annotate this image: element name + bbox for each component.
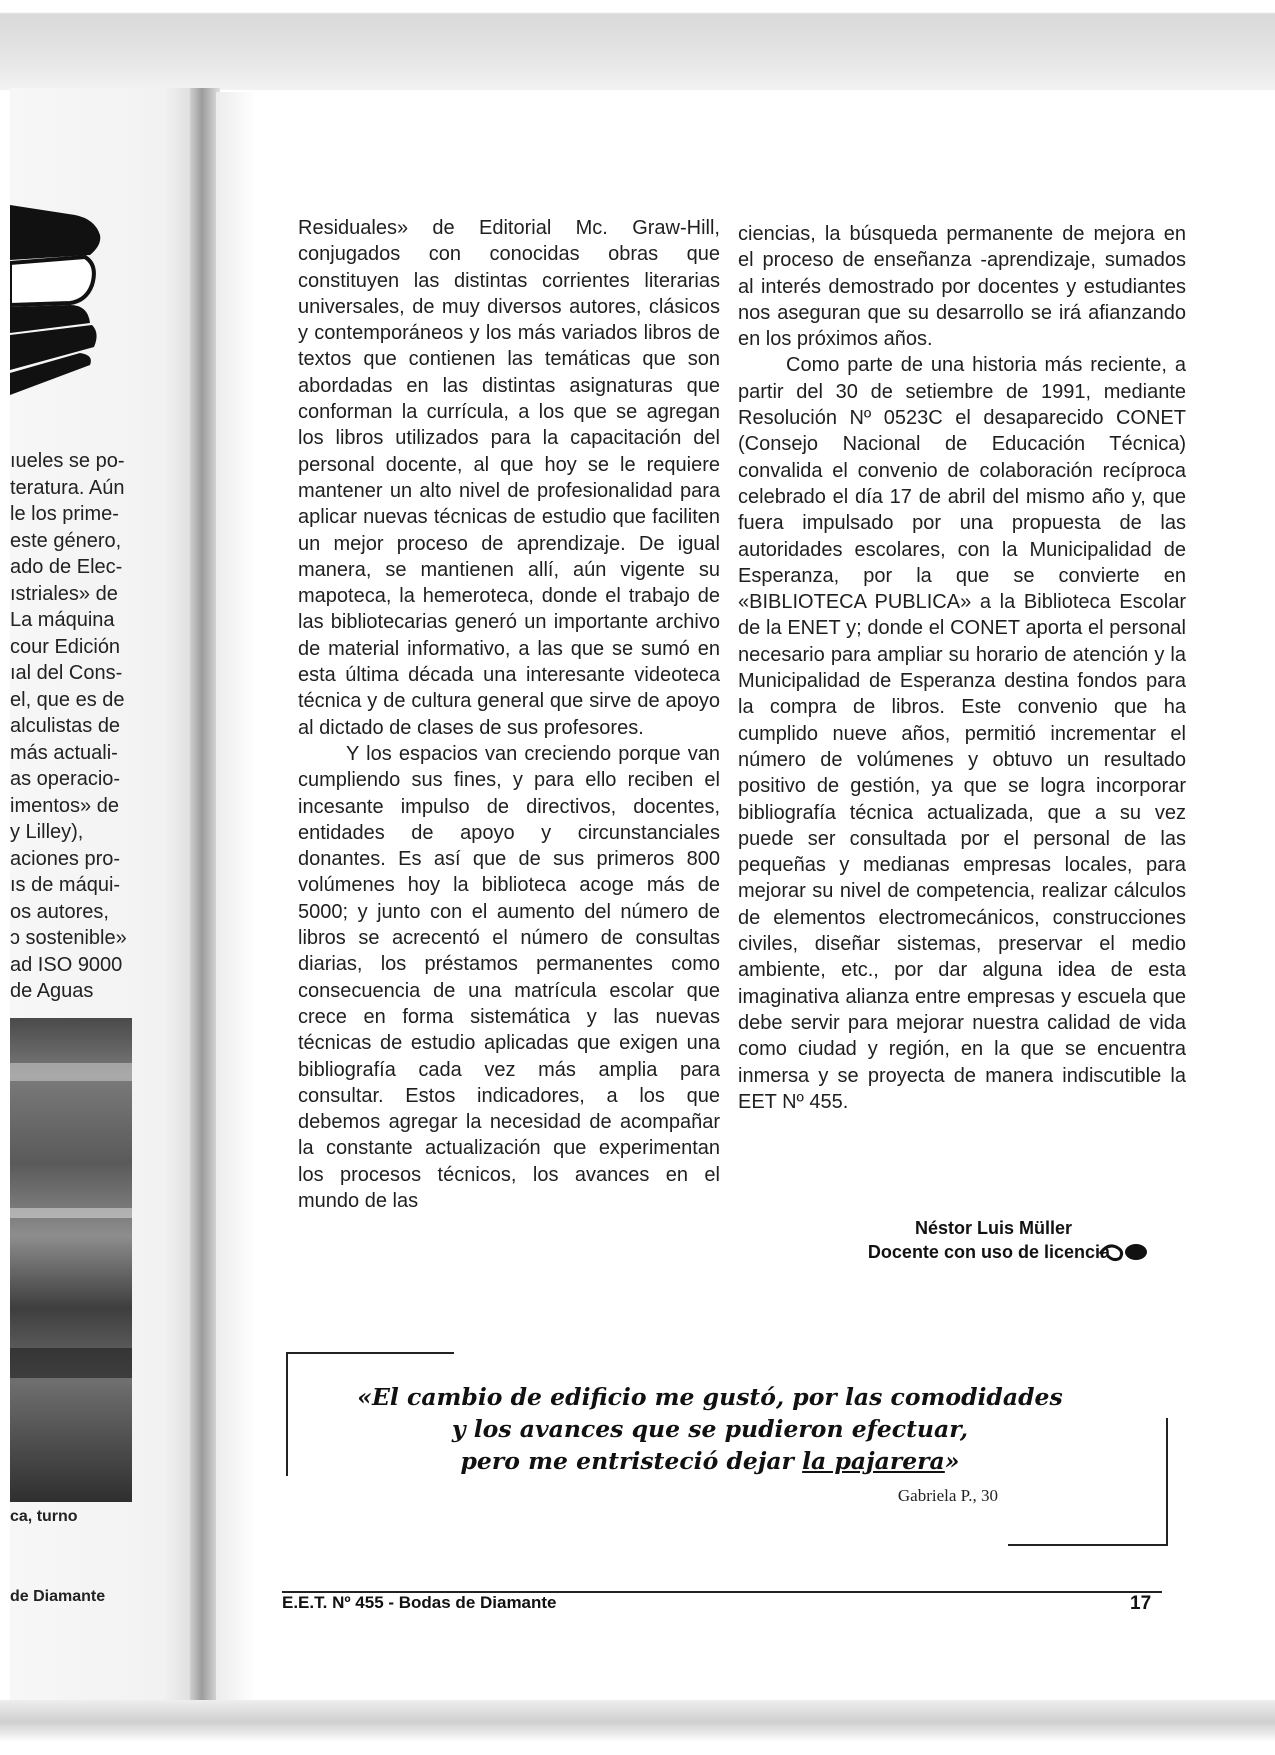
left-line: ado de Elec- [10,556,123,578]
page-number: 17 [1130,1593,1152,1614]
left-line: ıal del Cons- [10,662,123,684]
left-line: ɔ sostenible» [10,927,127,949]
author-role: Docente con uso de licencia [867,1242,1110,1262]
end-mark-icon [1098,1240,1148,1264]
books-stack-icon [10,205,102,410]
left-page-text [10,448,138,1005]
quote-text: pero me entristeció dejar [460,1447,803,1475]
scan-top-edge [0,0,1275,90]
quote-author: Gabriela P., 30 [897,1486,998,1505]
left-line: ıueles se po- [10,450,125,472]
quote-close: » [944,1447,960,1475]
left-line: aciones pro- [10,847,121,870]
footer-publication: E.E.T. Nº 455 - Bodas de Diamante [282,1593,557,1612]
pull-quote [300,1381,1120,1477]
article-column-left [298,215,720,1214]
paragraph: Como parte de una historia más reciente, a partir del 30 de setiembre de 1991, mediante Resolución Nº 0523C el desaparecido CONET (Consejo Nacional de Educación Técnica) convalida el convenio de colaboración recíproca celebrado el día 17 de abril del mismo año y, que fuera impulsado por una propuesta de las autoridades escolares, con la Municipalidad de Esperanza, por la que se convierte en «BIBLIOTECA PUBLICA» a la Biblioteca Escolar de la ENET y; donde el CONET aporta el personal necesario para ampliar su horario de atención y la Municipalidad de Esperanza destina fondos para la compra de libros. Este convenio que ha cumplido nueve años, permitió incrementar el número de volúmenes y obtuvo un resultado positivo de gestión, ya que se logra incorporar bibliografía técnica actualizada, que a su vez puede ser consultada por el personal de las pequeñas y medianas empresas locales, para mejorar su nivel de competencia, realizar cálculos de elementos electromecánicos, construcciones civiles, diseñar sistemas, preservar el medio ambiente, etc., por dar alguna idea de esta imaginativa alianza entre empresas y escuela que debe servir para mejorar nuestra calidad de vida como ciudad y región, en la que se encuentra inmersa y se proyecta de manera indiscutible la EET Nº 455. [738,354,1186,1113]
left-page-footer: de Diamante [10,1588,106,1605]
left-line: este género, [10,529,122,552]
quote-frame-corner [286,1352,454,1354]
author-name: Néstor Luis Müller [914,1218,1072,1238]
quote-underlined-text: la pajarera [802,1447,945,1475]
author-signature [820,1216,1140,1264]
quote-line [300,1445,1120,1477]
left-line: ad ISO 9000 [10,953,123,976]
left-line: y Lilley), [10,821,84,843]
left-line: ıs de máqui- [10,874,121,896]
left-line: de Aguas [10,980,94,1002]
quote-frame-corner [286,1352,288,1476]
quote-line: y los avances que se pudieron efectuar, [451,1415,969,1443]
left-line: as operacio- [10,768,121,790]
article-column-right [738,221,1186,1115]
left-line: os autores, [10,900,109,923]
left-line: alculistas de [10,715,121,737]
left-line: imentos» de [10,794,119,817]
quote-frame-corner [1166,1418,1168,1546]
left-line: le los prime- [10,503,119,525]
left-line: el, que es de [10,688,125,711]
paragraph: Y los espacios van creciendo porque van cumpliendo sus fines, y para ello reciben el incesante impulso de directivos, docentes, entidades de apoyo y circunstanciales donantes. Es así que de sus primeros 800 volúmenes hoy la biblioteca acoge más de 5000; y junto con el aumento del número de libros se acrecentó el número de consultas diarias, los préstamos permanentes como consecuencia de una matrícula escolar que crece en forma sistemática y las nuevas técnicas de estudio aplicadas que exigen una bibliografía cada vez más amplia para consultar. Estos indicadores, a los que debemos agregar la necesidad de acompañar la constante actualización que experimentan los procesos técnicos, los avances en el mundo de las [298,742,720,1212]
paragraph: Residuales» de Editorial Mc. Graw-Hill, conjugados con conocidas obras que constituyen las distintas corrientes literarias universales, de muy diversos autores, clásicos y contemporáneos y los más variados libros de textos que contienen las temáticas que son abordadas en las distintas asignaturas que conforman la currícula, a los que se agregan los libros utilizados para la capacitación del personal docente, al que hoy se le requiere mantener un alto nivel de profesionalidad para aplicar nuevas técnicas de estudio que faciliten un mejor proceso de aprendizaje. De igual manera, se mantienen allí, aún vigente su mapoteca, la hemeroteca, donde el trabajo de las bibliotecarias generó un importante archivo de material informativo, a las que se sumó en esta última década una interesante videoteca técnica y de cultura general que sirve de apoyo al dictado de clases de sus profesores. [298,217,720,739]
paragraph: ciencias, la búsqueda permanente de mejora en el proceso de enseñanza -aprendizaje, sumados al interés demostrado por docentes y estudiantes nos aseguran que su desarrollo se irá afianzando en los próximos años. [738,223,1186,351]
left-line: más actuali- [10,741,118,764]
quote-frame-corner [1008,1544,1168,1546]
quote-line: «El cambio de edificio me gustó, por las comodidades [357,1383,1063,1411]
left-line: cour Edición [10,635,121,658]
left-photo-caption: ca, turno [10,1508,78,1525]
scan-bottom-edge [0,1700,1275,1755]
left-line: ıstriales» de [10,582,118,605]
left-line: La máquina [10,609,115,631]
left-line: teratura. Aún [10,476,125,499]
left-page-photo [10,1018,132,1502]
